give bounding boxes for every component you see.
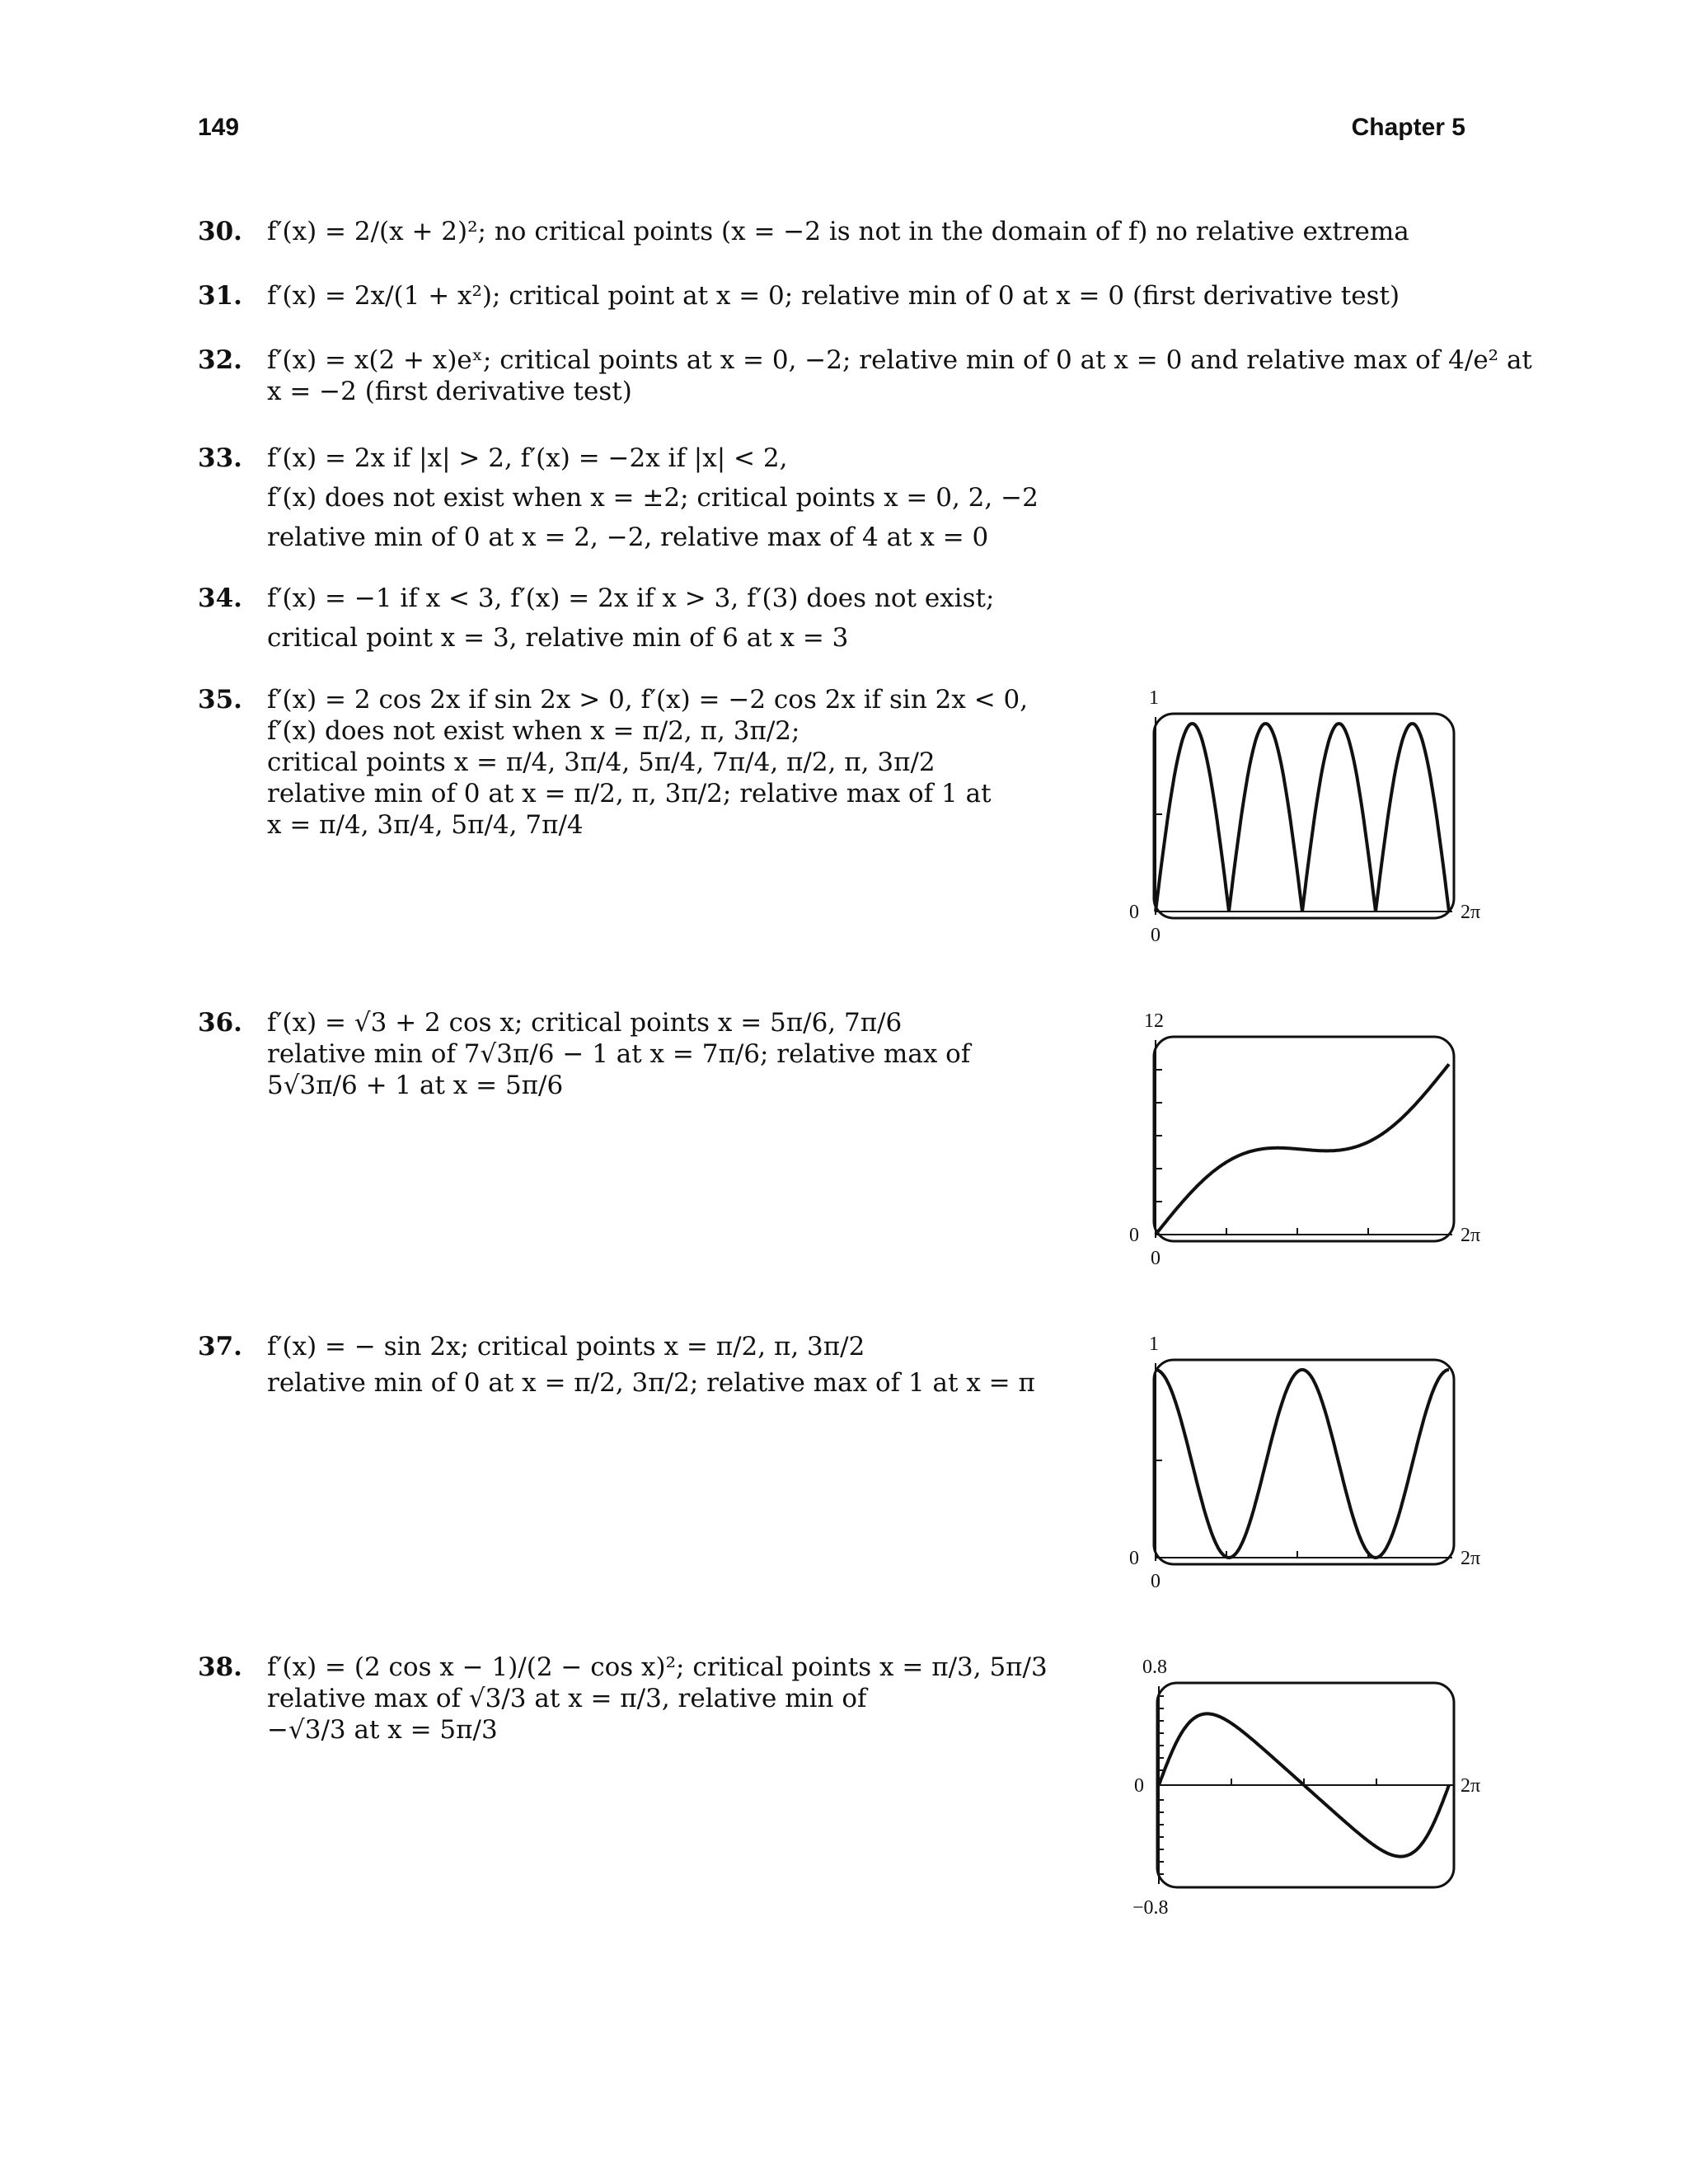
curve-36 — [1156, 1064, 1449, 1235]
answer-line: relative min of 0 at x = 2, −2, relative max of 4 at x = 0 — [267, 523, 989, 552]
graph-36-svg — [1121, 999, 1481, 1271]
answer-line: relative min of 7√3π/6 − 1 at x = 7π/6; relative max of — [267, 1039, 971, 1069]
problem-number: 32. — [198, 345, 242, 375]
answer-line: f′(x) = x(2 + x)eˣ; critical points at x = 0, −2; relative min of 0 at x = 0 and relative max of 4/e² at — [267, 345, 1532, 375]
problem-number: 36. — [198, 1008, 242, 1038]
x-max-label: 2π — [1461, 1548, 1481, 1569]
x-ticks — [1226, 1551, 1368, 1558]
graph-frame — [1154, 1360, 1454, 1564]
x-max-label: 2π — [1461, 1775, 1481, 1797]
answer-line: relative min of 0 at x = π/2, π, 3π/2; relative max of 1 at — [267, 779, 992, 808]
graph-problem-36 — [1121, 999, 1481, 1274]
y-zero-label: 0 — [1134, 1775, 1144, 1797]
answer-line: f′(x) does not exist when x = ±2; critical points x = 0, 2, −2 — [267, 483, 1039, 513]
y-max-label: 0.8 — [1142, 1657, 1167, 1678]
y-min-label: −0.8 — [1132, 1897, 1169, 1919]
y-max-label: 1 — [1149, 1333, 1159, 1355]
answer-line: f′(x) = (2 cos x − 1)/(2 − cos x)²; critical points x = π/3, 5π/3 — [267, 1652, 1048, 1682]
y-min-label: 0 — [1129, 902, 1139, 923]
chapter-title: Chapter 5 — [1351, 114, 1465, 141]
problem-number: 33. — [198, 443, 242, 473]
answer-line: f′(x) does not exist when x = π/2, π, 3π/2; — [267, 716, 800, 746]
curve-35 — [1156, 724, 1449, 912]
page-number: 149 — [198, 114, 240, 141]
x-min-label: 0 — [1151, 1248, 1160, 1269]
answer-line: x = π/4, 3π/4, 5π/4, 7π/4 — [267, 810, 584, 840]
graph-38-svg — [1121, 1645, 1481, 1925]
graph-problem-38 — [1121, 1645, 1481, 1929]
x-min-label: 0 — [1151, 925, 1160, 946]
answer-line: f′(x) = 2x/(1 + x²); critical point at x = 0; relative min of 0 at x = 0 (first derivative test) — [267, 281, 1400, 311]
x-min-label: 0 — [1151, 1571, 1160, 1592]
x-ticks — [1226, 1228, 1368, 1235]
y-min-label: 0 — [1129, 1225, 1139, 1246]
answer-line: x = −2 (first derivative test) — [267, 377, 632, 406]
y-max-label: 1 — [1149, 687, 1159, 709]
x-max-label: 2π — [1461, 902, 1481, 923]
problem-number: 34. — [198, 583, 242, 613]
answer-line: f′(x) = 2x if |x| > 2, f′(x) = −2x if |x| < 2, — [267, 443, 788, 473]
y-min-label: 0 — [1129, 1548, 1139, 1569]
answer-line: critical points x = π/4, 3π/4, 5π/4, 7π/4, π/2, π, 3π/2 — [267, 748, 935, 777]
graph-problem-35 — [1121, 676, 1481, 951]
answer-line: f′(x) = −1 if x < 3, f′(x) = 2x if x > 3, f′(3) does not exist; — [267, 583, 995, 613]
answer-line: relative max of √3/3 at x = π/3, relative min of — [267, 1684, 867, 1713]
answer-line: f′(x) = − sin 2x; critical points x = π/2, π, 3π/2 — [267, 1332, 865, 1361]
y-ticks — [1156, 1070, 1162, 1202]
graph-35-svg — [1121, 676, 1481, 948]
x-max-label: 2π — [1461, 1225, 1481, 1246]
problem-number: 30. — [198, 217, 242, 246]
curve-37 — [1156, 1370, 1449, 1558]
answer-line: f′(x) = √3 + 2 cos x; critical points x = 5π/6, 7π/6 — [267, 1008, 903, 1038]
answer-line: f′(x) = 2 cos 2x if sin 2x > 0, f′(x) = −2 cos 2x if sin 2x < 0, — [267, 685, 1029, 715]
answer-line: 5√3π/6 + 1 at x = 5π/6 — [267, 1071, 564, 1100]
graph-frame — [1154, 1037, 1454, 1241]
problem-number: 35. — [198, 685, 242, 715]
answer-line: relative min of 0 at x = π/2, 3π/2; relative max of 1 at x = π — [267, 1368, 1035, 1398]
problem-number: 31. — [198, 281, 242, 311]
y-max-label: 12 — [1144, 1010, 1164, 1032]
graph-problem-37 — [1121, 1322, 1481, 1597]
answer-line: critical point x = 3, relative min of 6 at x = 3 — [267, 623, 849, 653]
answer-line: f′(x) = 2/(x + 2)²; no critical points (x = −2 is not in the domain of f) no relative extrema — [267, 217, 1409, 246]
graph-37-svg — [1121, 1322, 1481, 1594]
answer-line: −√3/3 at x = 5π/3 — [267, 1715, 498, 1745]
problem-number: 38. — [198, 1652, 242, 1682]
problem-number: 37. — [198, 1332, 242, 1361]
